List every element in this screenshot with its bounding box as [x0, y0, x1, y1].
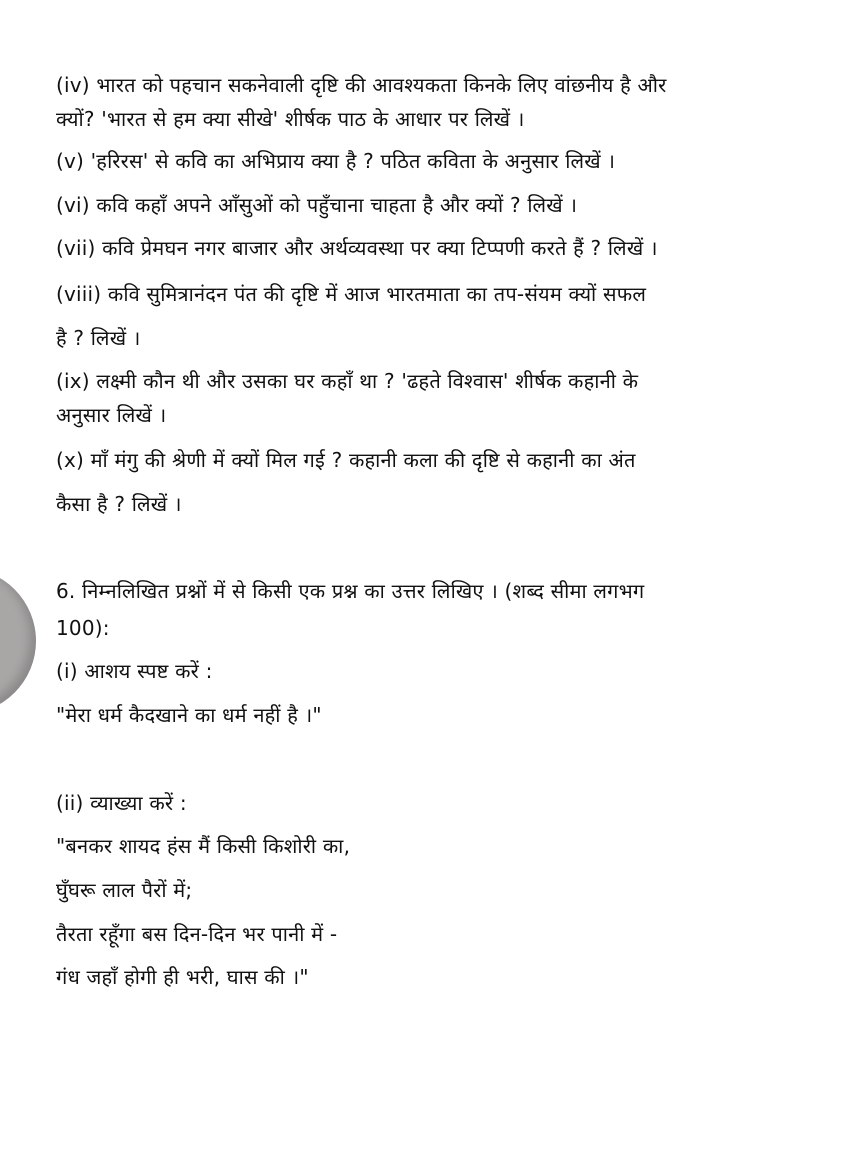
- question-vii-line-1: (vii) कवि प्रेमघन नगर बाजार और अर्थव्यवस्था पर क्या टिप्पणी करते हैं ? लिखें ।: [56, 236, 658, 260]
- verse-line-3: तैरता रहूँगा बस दिन-दिन भर पानी में -: [56, 922, 338, 946]
- question-6-part-i-quote: "मेरा धर्म कैदखाने का धर्म नहीं है ।": [56, 703, 322, 727]
- question-ix-line-2: अनुसार लिखें ।: [56, 403, 167, 427]
- question-6-part-ii-label: (ii) व्याख्या करें :: [56, 791, 187, 815]
- question-iv-line-1: (iv) भारत को पहचान सकनेवाली दृष्टि की आवश्यकता किनके लिए वांछनीय है और: [56, 73, 667, 97]
- question-x-line-2: कैसा है ? लिखें ।: [56, 492, 182, 516]
- question-iv-line-2: क्यों? 'भारत से हम क्या सीखे' शीर्षक पाठ के आधार पर लिखें ।: [56, 107, 525, 131]
- verse-line-1: "बनकर शायद हंस मैं किसी किशोरी का,: [56, 834, 351, 858]
- question-6-heading-line-1: 6. निम्नलिखित प्रश्नों में से किसी एक प्रश्न का उत्तर लिखिए । (शब्द सीमा लगभग: [56, 579, 645, 603]
- question-viii-line-1: (viii) कवि सुमित्रानंदन पंत की दृष्टि में आज भारतमाता का तप-संयम क्यों सफल: [56, 282, 647, 306]
- question-x-line-1: (x) माँ मंगु की श्रेणी में क्यों मिल गई ? कहानी कला की दृष्टि से कहानी का अंत: [56, 448, 636, 472]
- verse-line-4: गंध जहाँ होगी ही भरी, घास की ।": [56, 965, 309, 989]
- question-v-line-1: (v) 'हरिरस' से कवि का अभिप्राय क्या है ? पठित कविता के अनुसार लिखें ।: [56, 149, 616, 173]
- question-6-heading-line-2: 100):: [56, 616, 110, 640]
- question-6-part-i-label: (i) आशय स्पष्ट करें :: [56, 659, 213, 683]
- verse-line-2: घुँघरू लाल पैरों में;: [56, 878, 193, 902]
- side-tab-circle: [0, 568, 36, 714]
- question-ix-line-1: (ix) लक्ष्मी कौन थी और उसका घर कहाँ था ? 'ढहते विश्वास' शीर्षक कहानी के: [56, 369, 639, 393]
- question-viii-line-2: है ? लिखें ।: [56, 326, 141, 350]
- question-vi-line-1: (vi) कवि कहाँ अपने आँसुओं को पहुँचाना चाहता है और क्यों ? लिखें ।: [56, 193, 578, 217]
